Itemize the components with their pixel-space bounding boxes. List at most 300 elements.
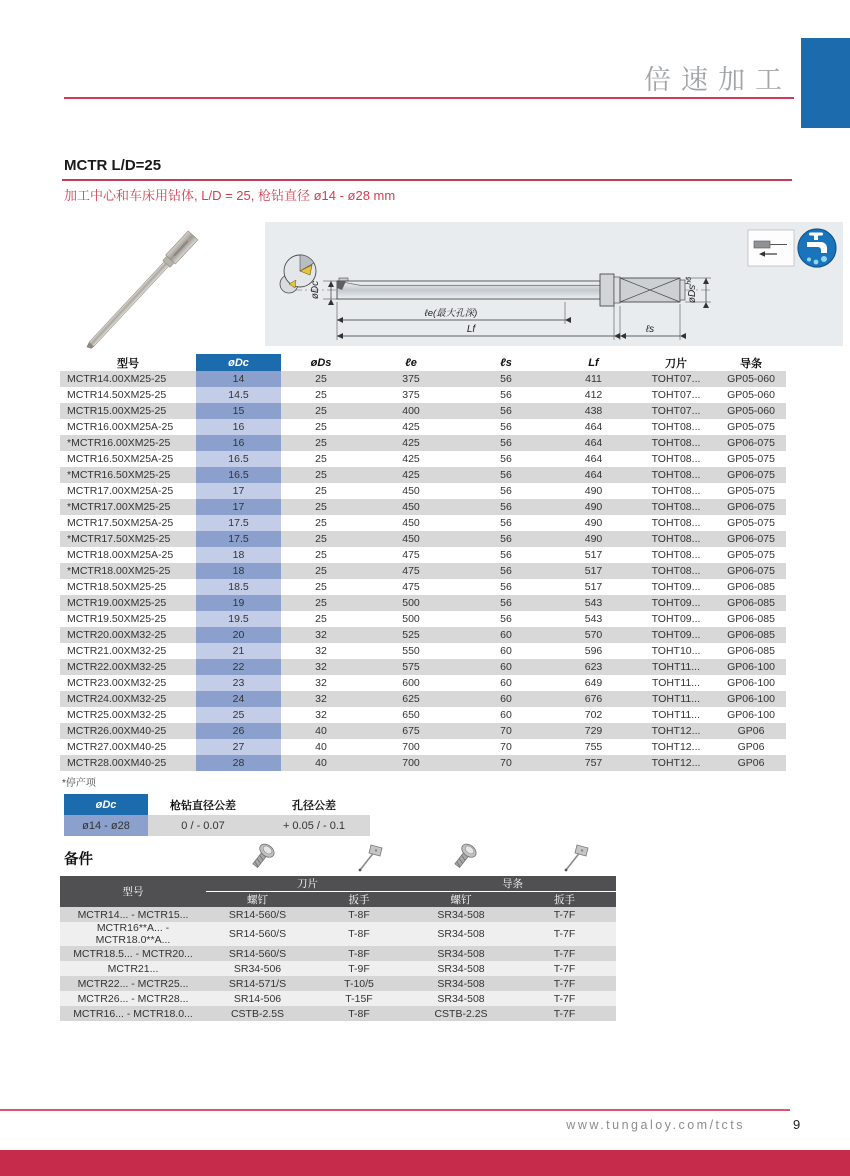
tol-cell-range: ø14 - ø28 — [64, 815, 148, 836]
shank — [620, 278, 685, 302]
tolerance-data-row — [64, 815, 370, 836]
cell-pad: GP06 — [737, 757, 765, 769]
cell-dc: 17.5 — [196, 515, 281, 531]
cell-ls: 60 — [500, 693, 512, 705]
tolerance-table — [64, 794, 370, 836]
spares-header-screw: 螺钉 — [409, 892, 513, 908]
spares-cell-pad-wrench: T-7F — [553, 1007, 576, 1020]
cell-le: 450 — [402, 533, 420, 545]
spares-cell-insert-screw: SR14-571/S — [228, 977, 287, 990]
cell-le: 575 — [402, 661, 420, 673]
cell-le: 375 — [402, 373, 420, 385]
cell-lf: 676 — [584, 693, 603, 705]
cell-ds: 32 — [315, 661, 327, 673]
col-header-le: ℓe — [405, 356, 417, 369]
screw-icon — [248, 840, 276, 874]
spares-cell-insert-wrench: T-8F — [348, 928, 370, 940]
col-header-insert: 刀片 — [665, 357, 687, 370]
cell-ls: 56 — [500, 581, 512, 593]
cell-model: MCTR20.00XM32-25 — [67, 629, 167, 641]
cell-ls: 56 — [500, 613, 512, 625]
cell-le: 400 — [402, 405, 420, 417]
cell-insert: TOHT11... — [651, 693, 701, 705]
wrench-icon — [356, 840, 384, 874]
cell-ls: 56 — [500, 453, 512, 465]
section-subtitle: 加工中心和车床用钻体, L/D = 25, 枪钻直径 ø14 - ø28 mm — [64, 188, 396, 203]
cell-ds: 25 — [315, 565, 327, 577]
tol-header-hole: 孔径公差 — [292, 799, 336, 812]
spares-cell-model: MCTR16... - MCTR18.0... — [73, 1007, 193, 1020]
col-header-ls: ℓs — [500, 356, 512, 369]
cell-le: 650 — [402, 709, 420, 721]
spares-cell-pad-screw: SR34-508 — [437, 977, 485, 990]
tolerance-header-row — [64, 794, 370, 815]
cell-pad: GP06-085 — [727, 597, 775, 609]
spares-cell-insert-wrench: T-10/5 — [344, 977, 374, 990]
cell-insert: TOHT12... — [651, 725, 701, 737]
page-number: 9 — [793, 1117, 801, 1132]
wrench-icon — [562, 840, 590, 874]
flange — [600, 274, 614, 306]
cell-ls: 56 — [500, 501, 512, 513]
diagram-drawing — [265, 222, 843, 346]
cell-dc: 21 — [196, 643, 281, 659]
spares-cell-pad-screw: CSTB-2.2S — [434, 1007, 488, 1020]
cell-ls: 56 — [500, 597, 512, 609]
cell-le: 550 — [402, 645, 420, 657]
dim-ls — [620, 304, 680, 340]
cell-pad: GP05-075 — [727, 485, 775, 497]
cell-model: MCTR25.00XM32-25 — [67, 709, 167, 721]
cell-le: 675 — [402, 725, 420, 737]
table-row — [60, 531, 786, 547]
page-header-title: 倍速加工 — [644, 65, 792, 95]
cell-model: MCTR18.50XM25-25 — [67, 581, 167, 593]
spares-row — [60, 946, 616, 961]
cell-lf: 702 — [584, 709, 603, 721]
cell-dc: 16 — [196, 419, 281, 435]
spares-row — [60, 1006, 616, 1021]
table-row — [60, 579, 786, 595]
cell-insert: TOHT09... — [651, 581, 701, 593]
cell-pad: GP06-075 — [727, 437, 775, 449]
cell-insert: TOHT08... — [651, 517, 701, 529]
drill-photo — [70, 222, 225, 352]
cell-ds: 25 — [315, 389, 327, 401]
cell-ls: 56 — [500, 421, 512, 433]
cell-dc: 17 — [196, 499, 281, 515]
cell-ls: 56 — [500, 565, 512, 577]
cell-dc: 19.5 — [196, 611, 281, 627]
tol-cell-drill: 0 / - 0.07 — [148, 815, 258, 836]
cell-insert: TOHT08... — [651, 453, 701, 465]
cell-dc: 25 — [196, 707, 281, 723]
cell-ds: 32 — [315, 709, 327, 721]
cell-ds: 32 — [315, 677, 327, 689]
section-title: MCTR L/D=25 — [64, 157, 162, 174]
cell-ls: 56 — [500, 533, 512, 545]
cell-insert: TOHT08... — [651, 565, 701, 577]
cell-dc: 16.5 — [196, 467, 281, 483]
col-header-pad: 导条 — [740, 357, 762, 370]
cell-dc: 14.5 — [196, 387, 281, 403]
cell-lf: 464 — [584, 453, 603, 465]
cell-insert: TOHT09... — [651, 613, 701, 625]
spares-cell-insert-screw: SR14-560/S — [228, 947, 287, 960]
cell-ls: 56 — [500, 469, 512, 481]
cell-pad: GP06-085 — [727, 645, 775, 657]
cell-ls: 56 — [500, 405, 512, 417]
cell-ds: 25 — [315, 533, 327, 545]
cell-insert: TOHT09... — [651, 629, 701, 641]
table-row — [60, 387, 786, 403]
cell-pad: GP05-060 — [727, 389, 775, 401]
spares-cell-pad-wrench: T-7F — [553, 977, 576, 990]
table-row — [60, 515, 786, 531]
cell-ds: 25 — [315, 373, 327, 385]
spares-cell-insert-screw: SR14-506 — [233, 992, 282, 1005]
cell-dc: 18.5 — [196, 579, 281, 595]
spares-table — [60, 876, 616, 1021]
cell-ds: 32 — [315, 629, 327, 641]
spares-row — [60, 961, 616, 976]
table-row — [60, 675, 786, 691]
spares-cell-pad-wrench: T-7F — [553, 992, 576, 1005]
cell-ds: 25 — [315, 597, 327, 609]
cell-lf: 543 — [584, 597, 603, 609]
coolant-faucet-icon — [798, 229, 836, 267]
tol-cell-hole: + 0.05 / - 0.1 — [258, 815, 370, 836]
cell-lf: 464 — [584, 421, 603, 433]
table-row — [60, 611, 786, 627]
cell-lf: 623 — [584, 661, 603, 673]
cell-ls: 60 — [500, 661, 512, 673]
cell-ds: 32 — [315, 645, 327, 657]
cell-insert: TOHT11... — [651, 709, 701, 721]
cell-ds: 40 — [315, 725, 327, 737]
cell-ls: 56 — [500, 389, 512, 401]
cell-dc: 24 — [196, 691, 281, 707]
cell-model: MCTR21.00XM32-25 — [67, 645, 167, 657]
cell-lf: 757 — [584, 757, 603, 769]
cell-model: *MCTR17.00XM25-25 — [67, 501, 171, 513]
col-header-dc: øDc — [196, 354, 281, 371]
dimensions-table-header-row — [60, 354, 786, 371]
table-row — [60, 499, 786, 515]
cell-le: 450 — [402, 485, 420, 497]
spares-cell-model: MCTR22... - MCTR25... — [77, 977, 189, 990]
cell-ls: 56 — [500, 517, 512, 529]
cell-lf: 464 — [584, 469, 603, 481]
cell-dc: 22 — [196, 659, 281, 675]
cell-model: MCTR16.50XM25A-25 — [67, 453, 174, 465]
cell-dc: 18 — [196, 563, 281, 579]
cell-ls: 56 — [500, 437, 512, 449]
cell-dc: 26 — [196, 723, 281, 739]
spares-cell-pad-screw: SR34-508 — [437, 908, 485, 921]
cell-pad: GP06-100 — [727, 709, 775, 721]
spares-cell-model: MCTR18.5... - MCTR20... — [73, 947, 193, 960]
cell-pad: GP05-075 — [727, 421, 775, 433]
table-row — [60, 419, 786, 435]
cell-ls: 60 — [500, 709, 512, 721]
cell-le: 700 — [402, 757, 420, 769]
cell-lf: 649 — [584, 677, 603, 689]
cell-insert: TOHT08... — [651, 549, 701, 561]
cell-pad: GP05-075 — [727, 517, 775, 529]
cell-model: MCTR28.00XM40-25 — [67, 757, 167, 769]
table-row — [60, 435, 786, 451]
footer-bar-accent — [0, 1150, 850, 1176]
tol-header-drill: 枪钻直径公差 — [170, 799, 236, 812]
cell-le: 500 — [402, 597, 420, 609]
cell-dc: 27 — [196, 739, 281, 755]
footer-rule — [0, 1109, 790, 1111]
table-row — [60, 659, 786, 675]
spares-cell-pad-screw: SR34-508 — [437, 992, 485, 1005]
spares-header-insert-group: 刀片 — [206, 876, 409, 892]
cell-lf: 464 — [584, 437, 603, 449]
dimensions-table — [60, 354, 786, 771]
cell-ls: 60 — [500, 677, 512, 689]
cell-pad: GP05-075 — [727, 453, 775, 465]
cell-insert: TOHT08... — [651, 533, 701, 545]
cell-model: MCTR18.00XM25A-25 — [67, 549, 174, 561]
spares-cell-insert-screw: CSTB-2.5S — [230, 1007, 285, 1020]
footer-url: www.tungaloy.com/tcts — [566, 1118, 745, 1132]
cell-insert: TOHT12... — [651, 757, 701, 769]
table-row — [60, 547, 786, 563]
cell-model: MCTR26.00XM40-25 — [67, 725, 167, 737]
cell-ds: 40 — [315, 741, 327, 753]
header-rule — [64, 97, 794, 99]
cell-model: MCTR19.50XM25-25 — [67, 613, 167, 625]
spares-cell-pad-wrench: T-7F — [553, 908, 576, 921]
cell-model: MCTR27.00XM40-25 — [67, 741, 167, 753]
cell-dc: 16 — [196, 435, 281, 451]
cell-dc: 14 — [196, 371, 281, 387]
cell-ls: 70 — [500, 725, 512, 737]
cell-le: 425 — [402, 469, 420, 481]
cell-lf: 490 — [584, 517, 603, 529]
cell-pad: GP06-075 — [727, 565, 775, 577]
cell-pad: GP05-075 — [727, 549, 775, 561]
shank-detail-icon — [748, 230, 794, 266]
cell-pad: GP06-075 — [727, 469, 775, 481]
cell-ls: 56 — [500, 485, 512, 497]
cell-model: MCTR14.00XM25-25 — [67, 373, 167, 385]
cell-lf: 490 — [584, 533, 603, 545]
spares-header-pad-group: 导条 — [409, 876, 616, 892]
cell-ls: 56 — [500, 373, 512, 385]
cell-model: MCTR24.00XM32-25 — [67, 693, 167, 705]
cell-ls: 60 — [500, 629, 512, 641]
cell-dc: 17.5 — [196, 531, 281, 547]
cell-insert: TOHT07... — [651, 373, 701, 385]
cell-lf: 517 — [584, 581, 603, 593]
drill-side-view — [337, 274, 685, 306]
table-row — [60, 739, 786, 755]
table-row — [60, 755, 786, 771]
cell-ds: 25 — [315, 485, 327, 497]
cell-insert: TOHT08... — [651, 485, 701, 497]
cell-lf: 755 — [584, 741, 603, 753]
cell-lf: 412 — [584, 389, 603, 401]
dim-le — [337, 302, 565, 340]
spares-table-body — [60, 907, 616, 1021]
cell-le: 475 — [402, 565, 420, 577]
technical-diagram — [265, 222, 843, 346]
ds-label: øDs — [687, 284, 698, 304]
cell-lf: 543 — [584, 613, 603, 625]
cell-model: MCTR17.00XM25A-25 — [67, 485, 174, 497]
cell-le: 450 — [402, 517, 420, 529]
cell-pad: GP06 — [737, 741, 765, 753]
table-row — [60, 723, 786, 739]
cell-insert: TOHT08... — [651, 501, 701, 513]
spares-cell-model: MCTR21... — [107, 962, 159, 975]
cell-model: MCTR16.00XM25A-25 — [67, 421, 174, 433]
cell-pad: GP05-060 — [727, 373, 775, 385]
cell-le: 450 — [402, 501, 420, 513]
spares-cell-insert-wrench: T-8F — [348, 908, 370, 921]
svg-text:ℓs: ℓs — [645, 324, 655, 335]
cell-dc: 20 — [196, 627, 281, 643]
cell-le: 425 — [402, 453, 420, 465]
cell-ds: 25 — [315, 613, 327, 625]
cell-lf: 411 — [585, 373, 602, 385]
cell-le: 425 — [402, 437, 420, 449]
cell-dc: 15 — [196, 403, 281, 419]
cell-ls: 56 — [500, 549, 512, 561]
cell-model: MCTR22.00XM32-25 — [67, 661, 167, 673]
cell-pad: GP06-075 — [727, 501, 775, 513]
cell-insert: TOHT10... — [651, 645, 701, 657]
cell-ls: 70 — [500, 757, 512, 769]
cell-pad: GP06-100 — [727, 677, 775, 689]
screw-icon — [450, 840, 478, 874]
cell-ls: 60 — [500, 645, 512, 657]
table-row — [60, 595, 786, 611]
cell-ds: 25 — [315, 581, 327, 593]
cell-le: 475 — [402, 581, 420, 593]
cell-le: 525 — [402, 629, 420, 641]
cell-dc: 17 — [196, 483, 281, 499]
cell-ls: 70 — [500, 741, 512, 753]
table-row — [60, 403, 786, 419]
cell-insert: TOHT11... — [651, 677, 701, 689]
cell-insert: TOHT08... — [651, 421, 701, 433]
table-row — [60, 643, 786, 659]
cell-ds: 25 — [315, 549, 327, 561]
svg-text:øDsh6 — [686, 277, 698, 303]
spares-row — [60, 991, 616, 1006]
drill-photo-shape — [83, 231, 198, 352]
cell-ds: 25 — [315, 421, 327, 433]
cell-ds: 32 — [315, 693, 327, 705]
cell-pad: GP05-060 — [727, 405, 775, 417]
spares-cell-insert-wrench: T-8F — [348, 1007, 370, 1020]
cell-lf: 490 — [584, 485, 603, 497]
cell-dc: 16.5 — [196, 451, 281, 467]
cell-pad: GP06-075 — [727, 533, 775, 545]
cell-dc: 19 — [196, 595, 281, 611]
spares-header-wrench: 扳手 — [513, 892, 616, 908]
cell-le: 500 — [402, 613, 420, 625]
cell-ds: 25 — [315, 517, 327, 529]
spares-row — [60, 976, 616, 991]
spares-cell-insert-wrench: T-8F — [348, 947, 370, 960]
spares-cell-pad-wrench: T-7F — [553, 962, 576, 975]
cell-ds: 40 — [315, 757, 327, 769]
cell-ds: 25 — [315, 469, 327, 481]
spares-cell-pad-screw: SR34-508 — [437, 928, 485, 940]
cell-pad: GP06-100 — [727, 661, 775, 673]
tol-header-dc: øDc — [64, 794, 148, 815]
cell-le: 375 — [402, 389, 420, 401]
cell-ds: 25 — [315, 453, 327, 465]
col-header-model: 型号 — [117, 357, 139, 370]
cell-model: *MCTR17.50XM25-25 — [67, 533, 171, 545]
cell-lf: 517 — [584, 565, 603, 577]
spares-cell-pad-screw: SR34-508 — [437, 962, 485, 975]
col-header-ds: øDs — [310, 356, 332, 369]
cell-lf: 570 — [584, 629, 603, 641]
cell-dc: 28 — [196, 755, 281, 771]
spares-header-screw: 螺钉 — [206, 892, 309, 908]
spares-cell-insert-wrench: T-9F — [348, 962, 370, 975]
cell-pad: GP06-100 — [727, 693, 775, 705]
table-row — [60, 627, 786, 643]
spares-row — [60, 907, 616, 922]
spares-header-model: 型号 — [60, 876, 206, 907]
cell-ds: 25 — [315, 501, 327, 513]
cell-model: *MCTR16.50XM25-25 — [67, 469, 171, 481]
cell-le: 700 — [402, 741, 420, 753]
spares-cell-model: MCTR16**A... - MCTR18.0**A... — [95, 922, 171, 946]
cell-model: MCTR15.00XM25-25 — [67, 405, 167, 417]
cell-model: MCTR17.50XM25A-25 — [67, 517, 174, 529]
spares-cell-model: MCTR26... - MCTR28... — [77, 992, 189, 1005]
spares-section-title: 备件 — [64, 852, 93, 868]
cell-insert: TOHT07... — [651, 405, 701, 417]
spares-cell-insert-screw: SR14-560/S — [228, 928, 287, 940]
dimensions-table-body — [60, 371, 786, 771]
cell-model: MCTR23.00XM32-25 — [67, 677, 167, 689]
table-row — [60, 371, 786, 387]
spares-header-wrench: 扳手 — [309, 892, 409, 908]
svg-text:ℓe(最大孔深): ℓe(最大孔深) — [424, 308, 478, 319]
cell-dc: 18 — [196, 547, 281, 563]
spares-row — [60, 922, 616, 946]
discontinued-footnote: *停产项 — [62, 778, 96, 789]
cell-le: 600 — [402, 677, 420, 689]
cell-dc: 23 — [196, 675, 281, 691]
cell-le: 475 — [402, 549, 420, 561]
section-rule — [62, 179, 792, 181]
table-row — [60, 563, 786, 579]
cell-model: MCTR19.00XM25-25 — [67, 597, 167, 609]
cell-pad: GP06-085 — [727, 613, 775, 625]
cell-model: *MCTR16.00XM25-25 — [67, 437, 171, 449]
cell-insert: TOHT09... — [651, 597, 701, 609]
cell-lf: 438 — [584, 405, 603, 417]
corner-tab-accent — [801, 38, 850, 128]
cell-lf: 517 — [584, 549, 603, 561]
cell-le: 625 — [402, 693, 420, 705]
spares-cell-model: MCTR14... - MCTR15... — [77, 908, 189, 921]
table-row — [60, 451, 786, 467]
